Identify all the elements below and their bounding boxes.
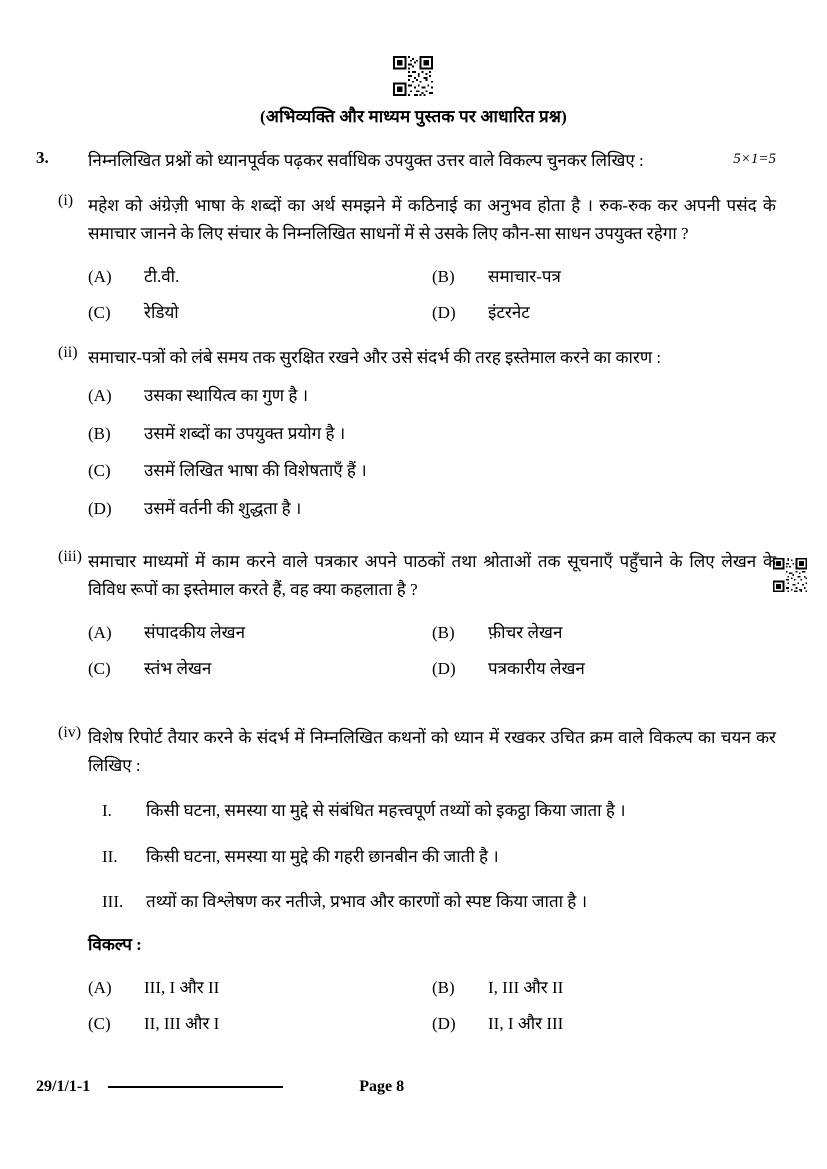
option-label: (C) <box>88 302 111 322</box>
sub-question-iv <box>36 724 776 1037</box>
option-text: उसमें वर्तनी की शुद्धता है । <box>144 498 302 518</box>
option-label: (B) <box>88 423 111 443</box>
option-label: (D) <box>88 498 112 518</box>
option-item[interactable] <box>432 974 776 1002</box>
statement-text: किसी घटना, समस्या या मुद्दे की गहरी छानबीन की जाती है । <box>146 846 499 866</box>
sub-question-iii-body <box>88 548 776 682</box>
option-item[interactable] <box>88 619 432 647</box>
option-label: (C) <box>88 461 111 481</box>
qr-code-icon-top <box>393 56 433 96</box>
page-footer <box>36 1078 791 1096</box>
sub-question-ii-options <box>88 382 776 522</box>
statement-number: II. <box>102 846 118 866</box>
option-label: (D) <box>432 1013 456 1033</box>
sub-question-ii-text: समाचार-पत्रों को लंबे समय तक सुरक्षित रखने और उसे संदर्भ की तरह इस्तेमाल करने का कारण : <box>88 348 662 368</box>
option-item[interactable] <box>88 457 776 485</box>
sub-question-ii-body <box>88 344 776 522</box>
option-item[interactable] <box>88 495 776 523</box>
sub-question-iii-options <box>88 611 776 682</box>
sub-question-iv-body <box>88 724 776 1037</box>
sub-question-iv-options <box>88 966 776 1037</box>
option-label: (D) <box>432 658 456 678</box>
statement-number: I. <box>102 801 112 821</box>
question-stem-text: निम्नलिखित प्रश्नों को ध्यानपूर्वक पढ़कर सर्वाधिक उपयुक्त उत्तर वाले विकल्प चुनकर लिखिए : <box>88 151 644 170</box>
options-heading: विकल्प : <box>88 934 142 954</box>
option-item[interactable] <box>88 299 432 327</box>
option-text: II, III और I <box>144 1013 220 1033</box>
option-item[interactable] <box>88 382 776 410</box>
option-text: I, III और II <box>488 978 564 998</box>
option-text: उसमें शब्दों का उपयुक्त प्रयोग है । <box>144 423 346 443</box>
section-heading: (अभिव्यक्ति और माध्यम पुस्तक पर आधारित प्रश्न) <box>260 107 567 126</box>
option-item[interactable] <box>432 299 776 327</box>
option-item[interactable] <box>88 655 432 683</box>
option-label: (C) <box>88 658 111 678</box>
marks-label: 5×1=5 <box>733 151 776 167</box>
option-text: स्तंभ लेखन <box>144 658 212 678</box>
sub-question-i <box>36 192 776 326</box>
statement-text: किसी घटना, समस्या या मुद्दे से संबंधित महत्त्वपूर्ण तथ्यों को इकट्ठा किया जाता है । <box>146 801 626 821</box>
statement-item <box>88 797 776 824</box>
question-stem <box>88 148 776 174</box>
paper-code: 29/1/1-1 <box>36 1078 91 1095</box>
option-label: (A) <box>88 623 112 643</box>
option-text: टी.वी. <box>144 267 180 287</box>
option-label: (D) <box>432 302 456 322</box>
sub-question-ii-label: (ii) <box>58 344 78 362</box>
sub-question-i-options <box>88 255 776 326</box>
question-content <box>36 148 776 1037</box>
option-item[interactable] <box>88 1010 432 1038</box>
option-label: (B) <box>432 267 455 287</box>
option-item[interactable] <box>88 420 776 448</box>
sub-question-iii <box>36 548 776 682</box>
option-item[interactable] <box>88 974 432 1002</box>
option-label: (B) <box>432 623 455 643</box>
option-text: समाचार-पत्र <box>488 267 561 287</box>
statement-text: तथ्यों का विश्लेषण कर नतीजे, प्रभाव और कारणों को स्पष्ट किया जाता है । <box>146 891 588 911</box>
option-text: इंटरनेट <box>488 302 530 322</box>
statement-number: III. <box>102 891 124 911</box>
statement-item <box>88 843 776 870</box>
option-item[interactable] <box>88 263 432 291</box>
sub-question-i-text: महेश को अंग्रेज़ी भाषा के शब्दों का अर्थ समझने में कठिनाई का अनुभव होता है । रुक-रुक कर अपनी पसंद के समाचार जानने के लिए संचार के निम्नलिखित साधनों में से उसके लिए कौन-सा साधन उपयुक्त रहेगा ? <box>88 196 776 243</box>
footer-divider <box>108 1086 283 1088</box>
question-number: 3. <box>36 148 49 167</box>
option-text: III, I और II <box>144 978 220 998</box>
option-item[interactable] <box>432 1010 776 1038</box>
sub-question-iv-text: विशेष रिपोर्ट तैयार करने के संदर्भ में निम्नलिखित कथनों को ध्यान में रखकर उचित क्रम वाले विकल्प का चयन कर लिखिए : <box>88 728 776 775</box>
page-number: Page 8 <box>359 1078 405 1095</box>
option-text: संपादकीय लेखन <box>144 623 246 643</box>
question-stem-row <box>36 148 776 174</box>
sub-question-iii-text: समाचार माध्यमों में काम करने वाले पत्रकार अपने पाठकों तथा श्रोताओं तक सूचनाएँ पहुँचाने के लिए लेखन के विविध रूपों का इस्तेमाल करते हैं, वह क्या कहलाता है ? <box>88 552 776 599</box>
option-label: (A) <box>88 978 112 998</box>
sub-question-ii <box>36 344 776 522</box>
option-item[interactable] <box>432 655 776 683</box>
qr-code-icon-side <box>773 558 807 592</box>
sub-question-iii-label: (iii) <box>58 548 82 566</box>
option-label: (A) <box>88 267 112 287</box>
option-text: रेडियो <box>144 302 179 322</box>
option-text: पत्रकारीय लेखन <box>488 658 585 678</box>
option-label: (A) <box>88 386 112 405</box>
option-text: उसका स्थायित्व का गुण है । <box>144 386 309 405</box>
option-text: उसमें लिखित भाषा की विशेषताएँ हैं । <box>144 461 367 481</box>
sub-question-i-body <box>88 192 776 326</box>
sub-question-iv-label: (iv) <box>58 724 82 742</box>
sub-question-i-label: (i) <box>58 192 74 210</box>
option-item[interactable] <box>432 619 776 647</box>
option-text: फ़ीचर लेखन <box>488 623 563 643</box>
statement-item <box>88 888 776 915</box>
option-text: II, I और III <box>488 1013 564 1033</box>
option-label: (C) <box>88 1013 111 1033</box>
option-item[interactable] <box>432 263 776 291</box>
option-label: (B) <box>432 978 455 998</box>
